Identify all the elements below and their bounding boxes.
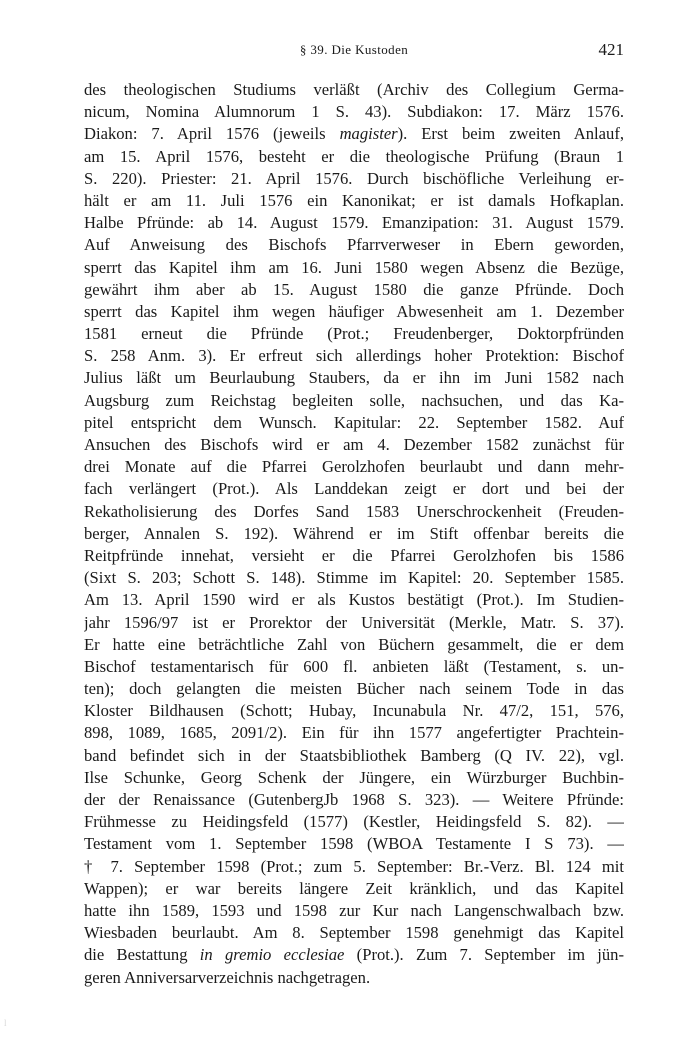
text-line: hält er am 11. Juli 1576 ein Kanonikat; er ist damals Hofkaplan. [84,190,624,210]
text-line: fach verlängert (Prot.). Als Landdekan zeigt er dort und bei der [84,479,624,499]
running-head [84,42,624,66]
margin-mark: l [4,1018,7,1028]
text-line: der der Renaissance (GutenbergJb 1968 S. 323). — Weitere Pfründe: [84,790,624,809]
text-line: Reitpfründe innehat, versieht er die Pfarrei Gerolzhofen bis 1586 [84,545,624,565]
text-line: nicum, Nomina Alumnorum 1 S. 43). Subdiakon: 17. März 1576. [84,102,624,122]
text-line: (Sixt S. 203; Schott S. 148). Stimme im Kapitel: 20. September 1585. [84,568,624,588]
text-line: Halbe Pfründe: ab 14. August 1579. Emanzipation: 31. August 1579. [84,213,624,233]
text-line: Rekatholisierung des Dorfes Sand 1583 Unerschrockenheit (Freuden- [84,501,624,521]
text-line: ten); doch gelangten die meisten Bücher nach seinem Tode in das [84,679,624,699]
text-line: Bischof testamentarisch für 600 fl. anbieten läßt (Testament, s. un- [84,656,624,676]
text-line: Wiesbaden beurlaubt. Am 8. September 1598 genehmigt das Kapitel [84,923,624,943]
text-line: sperrt das Kapitel ihm wegen häufiger Abwesenheit am 1. Dezember [84,301,624,321]
text-line: Ansuchen des Bischofs wird er am 4. Dezember 1582 zunächst für [84,435,624,454]
latin-term: magister [339,124,398,144]
text-line: Julius läßt um Beurlaubung Staubers, da er ihn im Juni 1582 nach [84,368,624,388]
text-line: geren Anniversarverzeichnis nachgetragen. [84,967,371,987]
text-line: gewährt ihm aber ab 15. August 1580 die ganze Pfründe. Doch [84,279,624,299]
text-line: Diakon: 7. April 1576 (jeweils magister). Erst beim zweiten Anlauf, [84,124,624,144]
text-line: 1581 erneut die Pfründe (Prot.; Freudenberger, Doktorpfründen [84,324,624,344]
page-number: 421 [598,40,624,59]
text-line: Am 13. April 1590 wird er als Kustos bestätigt (Prot.). Im Studien- [84,590,624,610]
text-line: S. 220). Priester: 21. April 1576. Durch bischöfliche Verleihung er- [84,168,624,188]
text-line: Ilse Schunke, Georg Schenk der Jüngere, ein Würzburger Buchbin- [84,767,624,787]
text-line: jahr 1596/97 ist er Prorektor der Universität (Merkle, Matr. S. 37). [84,612,624,632]
text-line: Wappen); er war bereits längere Zeit kränklich, und das Kapitel [84,878,624,898]
section-title: § 39. Die Kustoden [299,42,409,57]
text-line: Auf Anweisung des Bischofs Pfarrverweser in Ebern geworden, [84,235,624,255]
text-line: drei Monate auf die Pfarrei Gerolzhofen beurlaubt und dann mehr- [84,457,624,477]
text-line: Augsburg zum Reichstag begleiten solle, nachsuchen, und das Ka- [84,390,624,410]
text-line: pitel entspricht dem Wunsch. Kapitular: 22. September 1582. Auf [84,412,624,432]
text-line: am 15. April 1576, besteht er die theologische Prüfung (Braun 1 [84,146,624,166]
text-line: band befindet sich in der Staatsbibliothek Bamberg (Q IV. 22), vgl. [84,745,624,765]
text-line: berger, Annalen S. 192). Während er im Stift offenbar bereits die [84,523,624,543]
text-line: 898, 1089, 1685, 2091/2). Ein für ihn 1577 angefertigter Prachtein- [84,723,624,743]
text-line: S. 258 Anm. 3). Er erfreut sich allerdings hoher Protektion: Bischof [84,346,624,366]
text-line: sperrt das Kapitel ihm am 16. Juni 1580 wegen Absenz die Bezüge, [84,257,624,277]
text-line: hatte ihn 1589, 1593 und 1598 zur Kur nach Langenschwalbach bzw. [84,900,624,920]
text-line: des theologischen Studiums verläßt (Archiv des Collegium Germa- [84,80,624,99]
text-line: Er hatte eine beträchtliche Zahl von Büchern gesammelt, die er dem [84,634,624,654]
text-line: Testament vom 1. September 1598 (WBOA Testamente I S 73). — [84,834,624,854]
body-text [84,79,624,989]
text-line: die Bestattung in gremio ecclesiae (Prot.). Zum 7. September im jün- [84,945,624,965]
text-line: † 7. September 1598 (Prot.; zum 5. September: Br.-Verz. Bl. 124 mit [84,856,624,876]
latin-term: in gremio ecclesiae [199,945,345,965]
text-line: Frühmesse zu Heidingsfeld (1577) (Kestler, Heidingsfeld S. 82). — [84,812,624,832]
text-line: Kloster Bildhausen (Schott; Hubay, Incunabula Nr. 47/2, 151, 576, [84,701,624,721]
